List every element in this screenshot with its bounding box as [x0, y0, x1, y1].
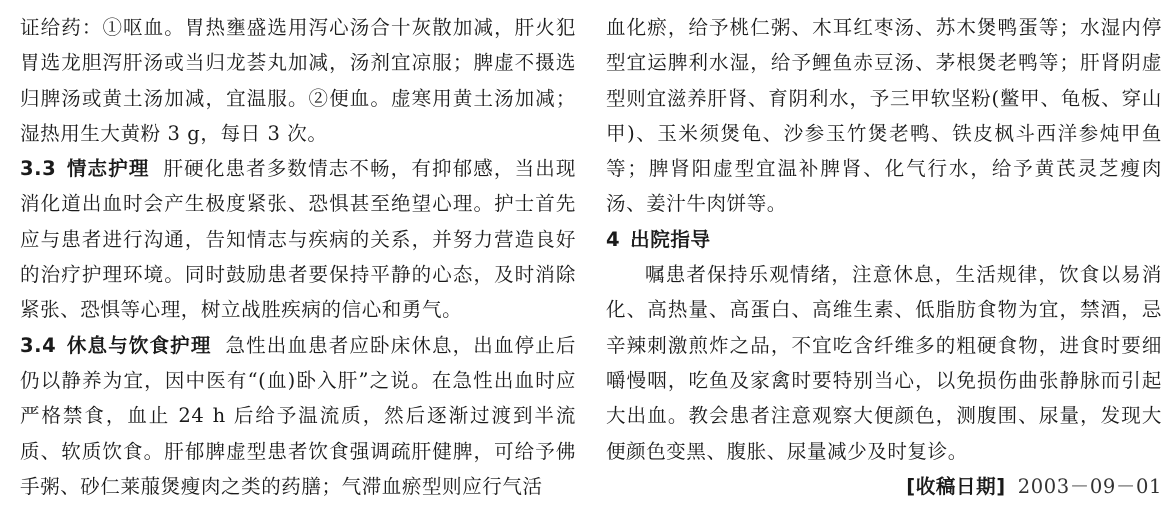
- received-date: [606, 469, 1162, 504]
- paragraph-intro: 证给药：①呕血。胃热壅盛选用泻心汤合十灰散加减，肝火犯胃选龙胆泻肝汤或当归龙荟丸加减，汤剂宜凉服；脾虚不摄选归脾汤或黄土汤加减，宜温服。②便血。虚寒用黄土汤加减；湿热用生大黄粉 3 g，每日 3 次。: [20, 16, 576, 145]
- paragraph-continued: 血化瘀，给予桃仁粥、木耳红枣汤、苏木煲鸭蛋等；水湿内停型宜运脾利水湿，给予鲤鱼赤豆汤、茅根煲老鸭等；肝肾阴虚型则宜滋养肝肾、育阴利水，予三甲软坚粉(鳖甲、龟板、穿山甲)、玉米须煲龟、沙参玉竹煲老鸭、铁皮枫斗西洋参炖甲鱼等；脾肾阳虚型宜温补脾肾、化气行水，给予黄芪灵芝瘦肉汤、姜汁牛肉饼等。: [606, 16, 1162, 216]
- section-title: 情志护理: [66, 157, 150, 181]
- received-date-value: 2003－09－01: [1017, 474, 1162, 498]
- received-label: [收稿日期]: [906, 474, 1006, 498]
- section-number: 3.3: [20, 157, 57, 181]
- section-text: 急性出血患者应卧床休息，出血停止后仍以静养为宜，因中医有“(血)卧入肝”之说。在急性出血时应严格禁食，血止 24 h 后给予温流质，然后逐渐过渡到半流质、软质饮食。肝郁脾虚型患者饮食强调疏肝健脾，可给予佛手粥、砂仁莱菔煲瘦肉之类的药膳；气滞血瘀型则应行气活: [20, 333, 577, 498]
- section-4-heading: [606, 222, 1162, 257]
- right-column: [606, 10, 1162, 504]
- section-number: 4: [606, 227, 621, 251]
- section-title: 出院指导: [630, 227, 711, 251]
- section-4-text: 嘱患者保持乐观情绪，注意休息，生活规律，饮食以易消化、高热量、高蛋白、高维生素、低脂肪食物为宜，禁酒，忌辛辣刺激煎炸之品，不宜吃含纤维多的粗硬食物，进食时要细嚼慢咽，吃鱼及家禽时要特别当心，以免损伤曲张静脉而引起大出血。教会患者注意观察大便颜色，测腹围、尿量，发现大便颜色变黑、腹胀、尿量减少及时复诊。: [606, 263, 1162, 463]
- section-text: 肝硬化患者多数情志不畅，有抑郁感，当出现消化道出血时会产生极度紧张、恐惧甚至绝望心理。护士首先应与患者进行沟通，告知情志与疾病的关系，并努力营造良好的治疗护理环境。同时鼓励患者要保持平静的心态，及时消除紧张、恐惧等心理，树立战胜疾病的信心和勇气。: [20, 157, 576, 322]
- left-column: [20, 10, 576, 504]
- section-3-4: [20, 328, 576, 504]
- section-3-3: [20, 151, 576, 327]
- section-number: 3.4: [20, 333, 57, 357]
- section-title: 休息与饮食护理: [66, 333, 212, 357]
